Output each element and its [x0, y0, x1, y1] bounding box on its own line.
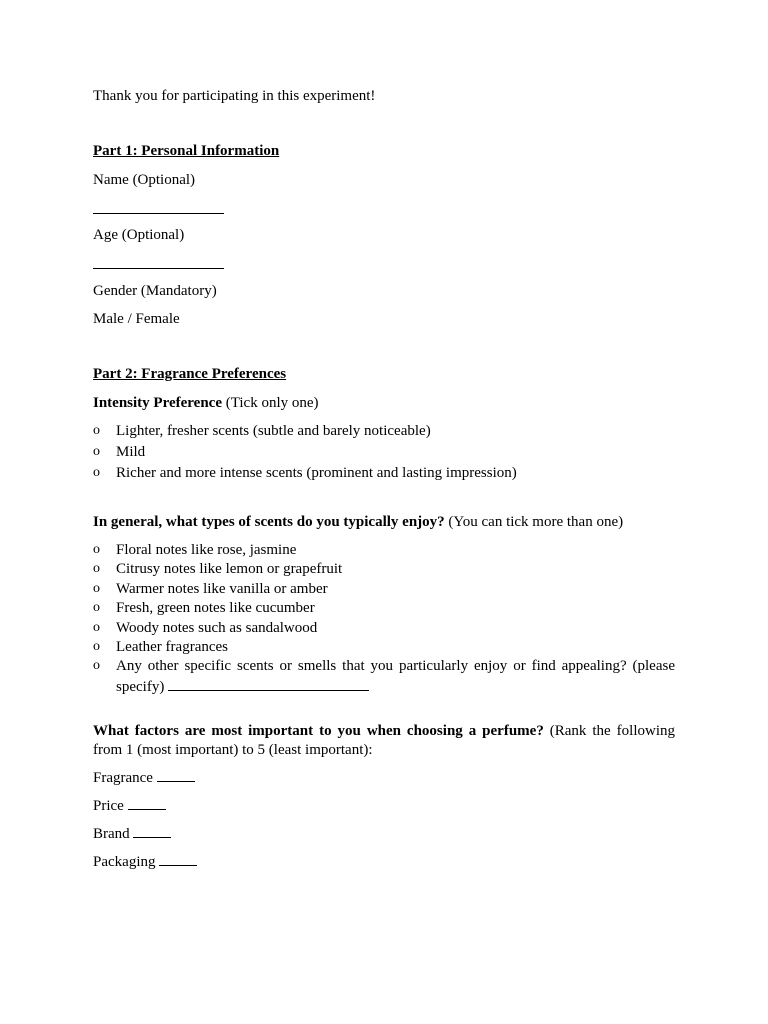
option-circle-icon[interactable]: o — [93, 581, 100, 596]
option-circle-icon[interactable]: o — [93, 423, 100, 438]
option-circle-icon[interactable]: o — [93, 620, 100, 635]
name-answer-line[interactable] — [93, 213, 224, 214]
option-circle-icon[interactable]: o — [93, 600, 100, 615]
factor-rank-blank[interactable] — [133, 824, 171, 838]
factor-row: Packaging — [93, 852, 197, 871]
factor-rank-blank[interactable] — [159, 852, 197, 866]
option-circle-icon[interactable]: o — [93, 542, 100, 557]
option-circle-icon[interactable]: o — [93, 639, 100, 654]
option-circle-icon[interactable]: o — [93, 444, 100, 459]
part1-heading: Part 1: Personal Information — [93, 143, 280, 159]
intensity-question: Intensity Preference (Tick only one) — [93, 395, 319, 411]
option-circle-icon[interactable]: o — [93, 658, 100, 673]
gender-label: Gender (Mandatory) — [93, 283, 217, 299]
scents-question: In general, what types of scents do you typically enjoy? (You can tick more than one) — [93, 514, 624, 530]
factor-rank-blank[interactable] — [157, 768, 195, 782]
age-label: Age (Optional) — [93, 227, 185, 243]
option-circle-icon[interactable]: o — [93, 465, 100, 480]
factor-row: Fragrance — [93, 768, 195, 787]
option-circle-icon[interactable]: o — [93, 561, 100, 576]
part2-heading: Part 2: Fragrance Preferences — [93, 366, 287, 382]
factor-rank-blank[interactable] — [128, 796, 166, 810]
other-specify-blank[interactable] — [168, 677, 369, 691]
intro-text: Thank you for participating in this experiment! — [93, 88, 376, 104]
factor-row: Price — [93, 796, 166, 815]
factor-row: Brand — [93, 824, 171, 843]
gender-options[interactable]: Male / Female — [93, 311, 180, 327]
other-specify-line: specify) — [116, 677, 369, 696]
name-label: Name (Optional) — [93, 172, 196, 188]
factors-question: What factors are most important to you when choosing a perfume? (Rank the following — [93, 723, 675, 739]
factors-question-cont: from 1 (most important) to 5 (least important): — [93, 742, 373, 758]
age-answer-line[interactable] — [93, 268, 224, 269]
